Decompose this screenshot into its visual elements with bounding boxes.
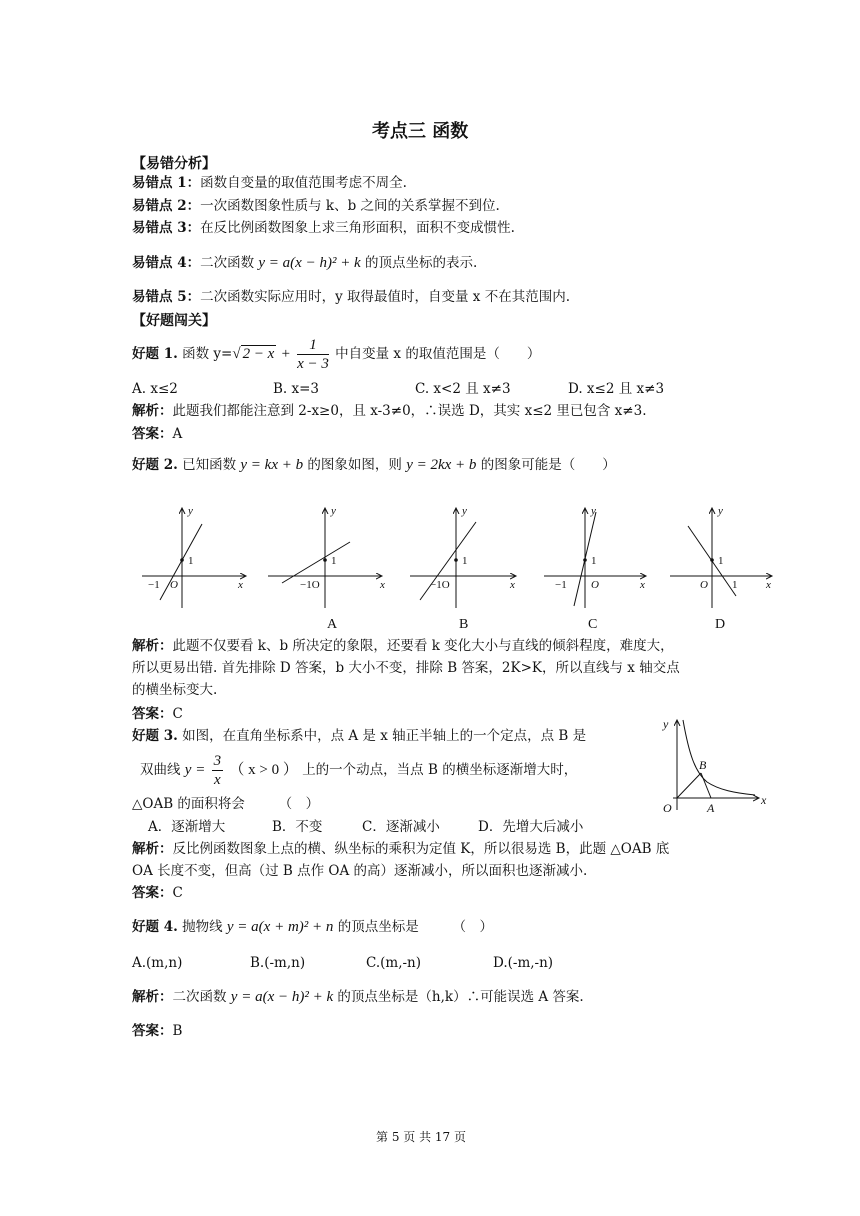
fraction <box>212 752 224 789</box>
answer-label: 答案： <box>132 426 173 442</box>
tick-neg-one: −1 <box>148 579 160 591</box>
option-d: D.(-m,-n) <box>493 955 554 971</box>
analysis-text: 此题我们都能注意到 2-x≥0，且 x-3≠0，∴误选 D，其实 x≤2 里已包含 x≠3. <box>172 403 647 419</box>
option-c: C．逐渐减小 <box>362 819 440 835</box>
point-b-label: B <box>699 758 707 772</box>
fraction <box>297 336 329 373</box>
error-point-label: 易错点 1： <box>132 175 201 191</box>
page-title: 考点三 函数 <box>372 121 469 142</box>
error-point-text: 二次函数实际应用时，y 取得最值时，自变量 x 不在其范围内. <box>200 289 570 305</box>
option-c: C.(m,-n) <box>366 955 422 971</box>
answer-value: C <box>172 885 183 901</box>
error-point-label: 易错点 4： <box>132 255 201 271</box>
answer-value: C <box>172 706 183 722</box>
domain-condition: （ x > 0 ） <box>229 762 298 778</box>
hyperbola-formula: y = <box>184 762 206 778</box>
analysis-label: 解析： <box>132 841 173 857</box>
problem-4-analysis <box>132 988 584 1006</box>
stem-text: 的顶点坐标是 （ ） <box>337 919 493 935</box>
analysis-text: 的顶点坐标是（h,k）∴可能误选 A 答案. <box>337 989 584 1005</box>
plus-sign: + <box>280 346 291 362</box>
axis-y-label: y <box>188 505 193 517</box>
parabola-formula: y = a(x + m)² + n <box>226 919 334 935</box>
error-point-text-after: 的顶点坐标的表示. <box>365 255 478 271</box>
vertex-form-formula: y = a(x − h)² + k <box>258 255 361 271</box>
axis-y-label: y <box>718 505 723 517</box>
tick-neg-one-origin: −1O <box>300 579 320 591</box>
option-b: B. x=3 <box>273 381 320 397</box>
error-point-5 <box>132 288 570 306</box>
axis-y-label: y <box>591 505 596 517</box>
axis-y-label: y <box>663 717 669 731</box>
problem-1-stem: 好题 1. 函数 y=√ 2 − x + $\frac{1}{x - 3}$ 中自变量 x 的取值范围是（ ） <box>132 337 541 372</box>
axis-y-label: y <box>462 505 467 517</box>
option-a: A.(m,n) <box>132 955 183 971</box>
analysis-label: 解析： <box>132 403 173 419</box>
formula-asked: y = 2kx + b <box>406 457 477 473</box>
stem-text: 如图，在直角坐标系中，点 A 是 x 轴正半轴上的一个定点，点 B 是 <box>182 728 587 744</box>
tick-one: 1 <box>732 579 738 591</box>
axis-x-label: x <box>510 579 515 591</box>
problem-4-answer <box>132 1022 182 1040</box>
answer-label: 答案： <box>132 1023 173 1039</box>
graph-label-d: D <box>715 617 726 632</box>
stem-text: 中自变量 x 的取值范围是（ ） <box>335 346 541 362</box>
problem-3-figure <box>655 714 780 824</box>
graph-label-b: B <box>459 617 469 632</box>
stem-text: 的图象如图，则 <box>307 457 402 473</box>
page-footer: 第 5 页 共 17 页 <box>376 1130 466 1144</box>
option-d: D. x≤2 且 x≠3 <box>568 381 665 397</box>
problem-4-stem <box>132 918 493 936</box>
problem-2-stem <box>132 456 616 474</box>
axis-x-label: x <box>238 579 243 591</box>
analysis-text: 反比例函数图象上点的横、纵坐标的乘积为定值 K，所以很易选 B，此题 △OAB 底 <box>172 841 670 857</box>
stem-text: 函数 y= <box>182 346 233 362</box>
origin-label: O <box>700 579 708 591</box>
option-b: B.(-m,n) <box>250 955 306 971</box>
sqrt-expression: 2 − x <box>242 346 275 362</box>
problem-1-answer <box>132 425 182 443</box>
analysis-label: 解析： <box>132 989 173 1005</box>
tick-neg-one: −1 <box>555 579 567 591</box>
error-point-4 <box>132 254 477 272</box>
point-a-label: A <box>707 801 715 815</box>
error-point-text: 函数自变量的取值范围考虑不周全. <box>200 175 407 191</box>
fraction-numerator: 3 <box>213 753 222 769</box>
answer-label: 答案： <box>132 885 173 901</box>
tick-one: 1 <box>331 555 337 567</box>
problem-3-stem-line-1 <box>132 727 586 745</box>
problem-2-analysis-line-2: 所以更易出错. 首先排除 D 答案，b 大小不变，排除 B 答案，2K>K，所以直线与 x 轴交点 <box>132 660 680 676</box>
problem-label: 好题 1. <box>132 346 178 362</box>
problem-3-analysis-line-2: OA 长度不变，但高（过 B 点作 OA 的高）逐渐减小，所以面积也逐渐减小. <box>132 863 588 879</box>
section-good-problems: 【好题闯关】 <box>132 313 216 329</box>
stem-text: 双曲线 <box>140 762 181 778</box>
problem-2-graphs <box>130 500 790 635</box>
origin-label: O <box>663 801 672 815</box>
problem-label: 好题 2. <box>132 457 178 473</box>
option-a: A. x≤2 <box>132 381 178 397</box>
problem-3-answer <box>132 884 183 902</box>
error-point-label: 易错点 5： <box>132 289 201 305</box>
problem-label: 好题 3. <box>132 728 178 744</box>
stem-text: 的图象可能是（ ） <box>480 457 616 473</box>
stem-text: 抛物线 <box>182 919 223 935</box>
tick-one: 1 <box>188 555 194 567</box>
axis-x-label: x <box>761 793 767 807</box>
tick-one: 1 <box>462 555 468 567</box>
error-point-label: 易错点 3： <box>132 220 201 236</box>
graph-label-a: A <box>327 617 338 632</box>
stem-text: 上的一个动点，当点 B 的横坐标逐渐增大时， <box>302 762 578 778</box>
problem-3-stem-line-3: △OAB 的面积将会 （ ） <box>132 796 320 812</box>
fraction-numerator: 1 <box>297 336 329 355</box>
analysis-text: 此题不仅要看 k、b 所决定的象限，还要看 k 变化大小与直线的倾斜程度，难度大， <box>172 638 674 654</box>
error-point-label: 易错点 2： <box>132 198 201 214</box>
problem-2-analysis-line-1 <box>132 637 674 655</box>
formula-given: y = kx + b <box>240 457 304 473</box>
problem-2-analysis-line-3: 的横坐标变大. <box>132 682 218 698</box>
error-point-3 <box>132 219 515 237</box>
option-d: D．先增大后减小 <box>478 819 584 835</box>
analysis-label: 解析： <box>132 638 173 654</box>
option-c: C. x<2 且 x≠3 <box>415 381 511 397</box>
option-b: B．不变 <box>272 819 323 835</box>
problem-3-stem-line-2 <box>140 752 577 789</box>
origin-label: O <box>170 579 178 591</box>
axis-x-label: x <box>380 579 385 591</box>
tick-one: 1 <box>591 555 597 567</box>
problem-1-analysis <box>132 402 646 420</box>
answer-value: B <box>172 1023 183 1039</box>
option-a: A．逐渐增大 <box>148 819 226 835</box>
problem-label: 好题 4. <box>132 919 178 935</box>
fraction-denominator: x <box>214 772 221 788</box>
error-point-1 <box>132 174 407 192</box>
axis-y-label: y <box>331 505 336 517</box>
error-point-text: 在反比例函数图象上求三角形面积，面积不变成惯性. <box>200 220 515 236</box>
section-error-analysis: 【易错分析】 <box>132 156 216 172</box>
fraction-denominator: x − 3 <box>297 356 329 372</box>
problem-3-analysis-line-1 <box>132 840 669 858</box>
stem-text: 已知函数 <box>182 457 237 473</box>
problem-2-answer <box>132 705 183 723</box>
error-point-text: 一次函数图象性质与 k、b 之间的关系掌握不到位. <box>200 198 500 214</box>
vertex-form-formula: y = a(x − h)² + k <box>230 989 334 1005</box>
analysis-text: 二次函数 <box>172 989 227 1005</box>
error-point-text: 二次函数 <box>200 255 255 271</box>
axis-x-label: x <box>766 579 771 591</box>
tick-neg-one-origin: −1O <box>430 579 450 591</box>
graph-label-c: C <box>588 617 598 632</box>
error-point-2 <box>132 197 500 215</box>
axis-x-label: x <box>640 579 645 591</box>
tick-one: 1 <box>718 555 724 567</box>
answer-label: 答案： <box>132 706 173 722</box>
answer-value: A <box>172 426 183 442</box>
origin-label: O <box>591 579 599 591</box>
